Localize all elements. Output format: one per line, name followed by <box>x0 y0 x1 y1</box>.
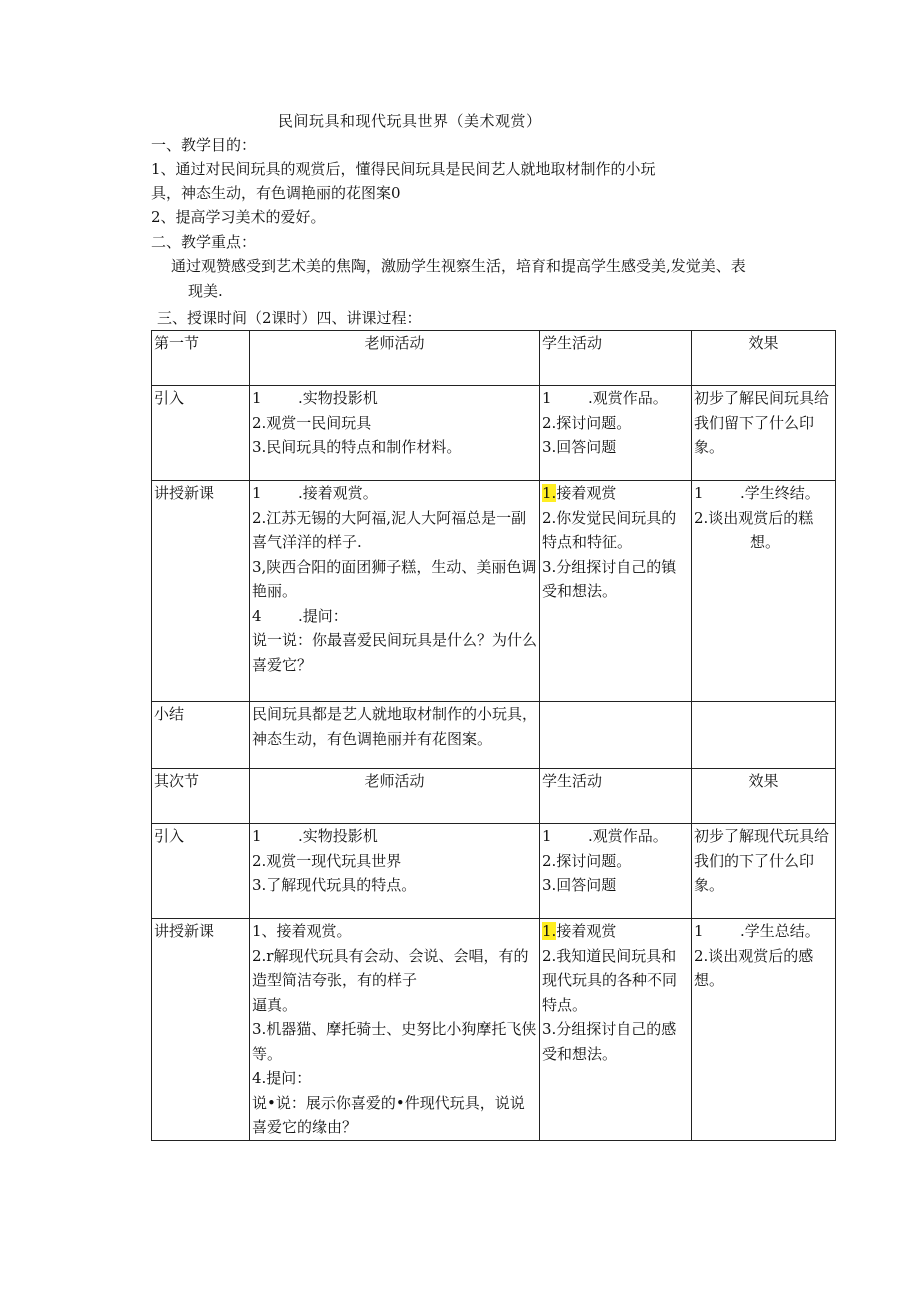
item-text: 2.江苏无锡的大阿福,泥人大阿福总是一副喜气洋洋的样子. <box>252 508 527 551</box>
time-and-process: 三、授课时间（2课时）四、讲课过程： <box>157 309 422 327</box>
item-number: 1 <box>694 484 704 502</box>
item-text: .实物投影机 <box>298 389 378 407</box>
effect-cell <box>692 919 836 1141</box>
table-row <box>152 481 836 702</box>
item-text: 3.了解现代玩具的特点。 <box>252 876 417 894</box>
objective-1-line2: 具，神态生动，有色调艳丽的花图案0 <box>151 184 401 202</box>
item-number: 1 <box>542 827 552 845</box>
effect-cell <box>692 386 836 481</box>
document-title: 民间玩具和现代玩具世界（美术观赏） <box>278 112 542 130</box>
table-row <box>152 919 836 1141</box>
student-activity-cell <box>540 386 692 481</box>
teacher-activity-header: 老师活动 <box>250 331 540 386</box>
summary-text: 民间玩具都是艺人就地取材制作的小玩具，神态生动，有色调艳丽并有花图案。 <box>252 705 538 748</box>
item-text: 2.观赏一民间玩具 <box>252 413 372 432</box>
item-text: .实物投影机 <box>298 827 378 845</box>
item-text: 3.机器猫、摩托骑士、史努比小狗摩托飞侠等。 <box>252 1020 537 1063</box>
stage-label: 讲授新课 <box>152 919 250 1141</box>
stage-label: 小结 <box>152 702 250 769</box>
table-row <box>152 824 836 919</box>
objectives-heading: 一、教学目的： <box>151 136 257 154</box>
item-text: 2.谈出观赏后的糕 <box>694 508 814 527</box>
item-text: .学生终结。 <box>740 484 820 502</box>
summary-cell <box>250 702 540 769</box>
section-label: 第一节 <box>152 331 250 386</box>
stage-label: 引入 <box>152 386 250 481</box>
highlighted-number: 1. <box>542 922 557 940</box>
lesson-plan-table <box>151 330 836 1141</box>
teacher-activity-cell <box>250 919 540 1141</box>
item-number: 1 <box>694 922 704 940</box>
item-text: 3,陕西合阳的面团狮子糕，生动、美丽色调艳丽。 <box>252 557 537 600</box>
table-row <box>152 386 836 481</box>
item-text: .接着观赏。 <box>298 484 378 502</box>
student-activity-header: 学生活动 <box>540 769 692 824</box>
table-row <box>152 702 836 769</box>
item-text: 2.你发觉民间玩具的特点和特征。 <box>542 508 677 551</box>
focus-line2: 现美. <box>188 282 223 300</box>
item-number: 1 <box>252 389 262 407</box>
teacher-activity-cell <box>250 386 540 481</box>
section-label: 其次节 <box>152 769 250 824</box>
effect-text: 初步了解民间玩具给我们留下了什么印象。 <box>694 389 830 456</box>
empty-cell <box>540 702 692 769</box>
item-text: 2.r解现代玩具有会动、会说、会唱，有的造型简洁夸张，有的样子 <box>252 946 529 989</box>
item-number: 1 <box>542 389 552 407</box>
focus-line1: 通过观赞感受到艺术美的焦陶，激励学生视察生活，培育和提高学生感受美,发觉美、表 <box>171 257 746 275</box>
teacher-activity-cell <box>250 481 540 702</box>
student-activity-cell <box>540 919 692 1141</box>
item-text: 接着观赏 <box>556 484 617 502</box>
student-activity-cell <box>540 481 692 702</box>
effect-header: 效果 <box>692 331 836 386</box>
student-activity-header: 学生活动 <box>540 331 692 386</box>
highlighted-number: 1. <box>542 484 557 502</box>
objective-2: 2、提高学习美术的爱好。 <box>151 208 326 226</box>
item-text: 想。 <box>750 533 781 551</box>
item-text: 逼真。 <box>252 995 298 1014</box>
table-row <box>152 331 836 386</box>
student-activity-cell <box>540 824 692 919</box>
item-text: 说一说：你最喜爱民间玩具是什么？为什么喜爱它？ <box>252 631 538 674</box>
empty-cell <box>692 702 836 769</box>
item-text: 1、接着观赏。 <box>252 922 352 940</box>
objective-1-line1: 1、通过对民间玩具的观赏后，懂得民间玩具是民间艺人就地取材制作的小玩 <box>151 160 656 178</box>
item-text: 2.探讨问题。 <box>542 851 632 870</box>
effect-cell <box>692 824 836 919</box>
item-number: 1 <box>252 484 262 502</box>
item-text: 接着观赏 <box>556 922 617 940</box>
item-text: 2.谈出观赏后的感想。 <box>694 946 814 989</box>
item-text: 3.分组探讨自己的感受和想法。 <box>542 1020 677 1063</box>
effect-cell <box>692 481 836 702</box>
item-text: 3.回答问题 <box>542 438 617 456</box>
table-row <box>152 769 836 824</box>
stage-label: 讲授新课 <box>152 481 250 702</box>
effect-header: 效果 <box>692 769 836 824</box>
item-text: .学生总结。 <box>740 922 820 940</box>
item-text: 2.我知道民间玩具和现代玩具的各种不同特点。 <box>542 946 678 1014</box>
item-text: .提问： <box>298 606 348 625</box>
teacher-activity-header: 老师活动 <box>250 769 540 824</box>
item-text: .观赏作品。 <box>588 827 668 845</box>
item-text: 2.观赏一现代玩具世界 <box>252 851 402 870</box>
item-text: 3.分组探讨自己的镇受和想法。 <box>542 557 677 600</box>
item-text: 2.探讨问题。 <box>542 413 632 432</box>
item-text: 3.民间玩具的特点和制作材料。 <box>252 438 462 456</box>
stage-label: 引入 <box>152 824 250 919</box>
item-number: 4 <box>252 606 262 625</box>
item-text: 4.提问： <box>252 1069 312 1087</box>
effect-text: 初步了解现代玩具给我们的下了什么印象。 <box>694 827 830 894</box>
item-text: 说•说：展示你喜爱的•件现代玩具，说说喜爱它的缘由？ <box>252 1093 525 1136</box>
focus-heading: 二、教学重点： <box>151 233 257 251</box>
item-text: .观赏作品。 <box>588 389 668 407</box>
item-number: 1 <box>252 827 262 845</box>
teacher-activity-cell <box>250 824 540 919</box>
item-text: 3.回答问题 <box>542 876 617 894</box>
